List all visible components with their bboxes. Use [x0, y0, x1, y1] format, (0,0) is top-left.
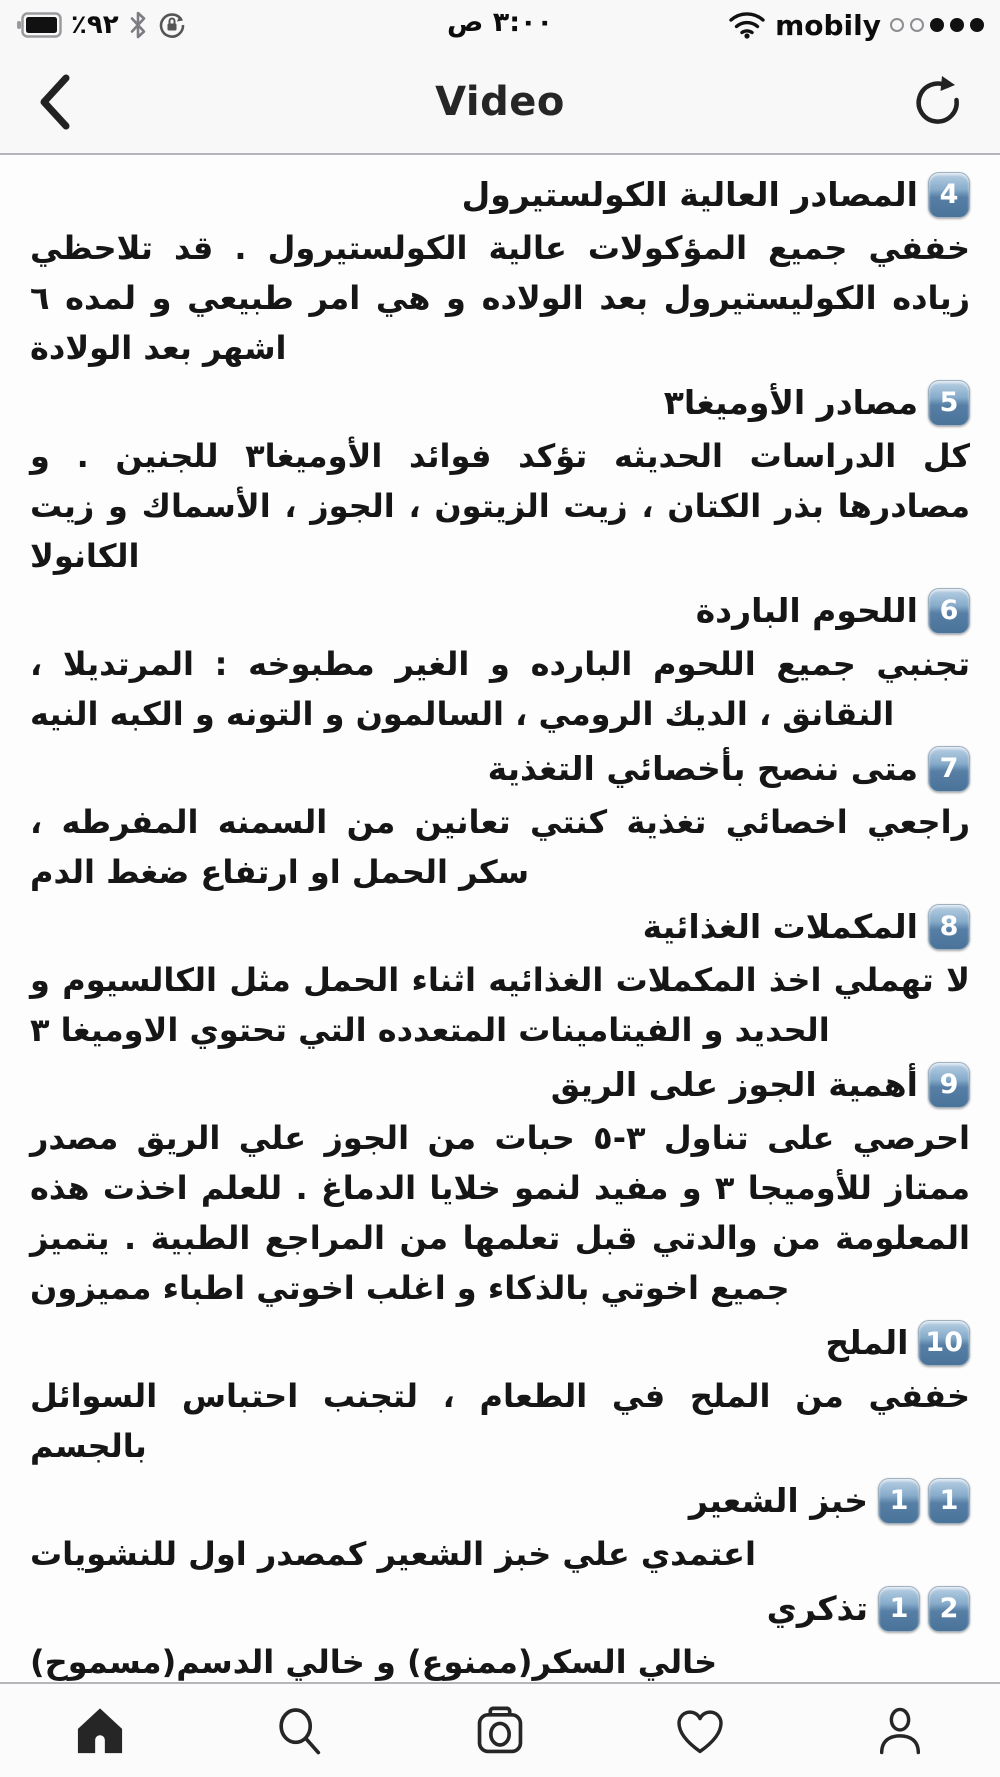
section-body: اعتمدي علي خبز الشعير كمصدر اول للنشويات — [30, 1535, 756, 1573]
signal-dot — [910, 18, 924, 32]
section-heading — [30, 1059, 970, 1111]
section-heading-text: أهمية الجوز على الريق — [550, 1065, 918, 1104]
section-heading-text: اللحوم الباردة — [695, 591, 918, 630]
wifi-icon — [728, 11, 766, 39]
section-heading-text: المكملات الغذائية — [642, 907, 918, 946]
section-heading-text: المصادر العالية الكولستيرول — [461, 175, 918, 214]
section-heading-text: الملح — [825, 1323, 909, 1362]
refresh-icon — [912, 74, 964, 130]
section-body: راجعي اخصائي تغذية كنتي تعانين من السمنه المفرطه ، سكر الحمل او ارتفاع ضغط الدم — [30, 803, 970, 891]
keycap-number-icon: 7 — [928, 746, 970, 792]
rotation-lock-icon — [157, 10, 187, 40]
text-section — [30, 901, 970, 1055]
bluetooth-icon — [128, 10, 148, 40]
keycap-number-icon: 1 — [878, 1478, 920, 1524]
heart-icon — [672, 1703, 728, 1759]
keycap-badges — [928, 172, 970, 218]
keycap-number-icon: 8 — [928, 904, 970, 950]
section-body: خففي جميع المؤكولات عالية الكولستيرول . قد تلاحظي زياده الكوليستيرول بعد الولاده و هي امر طبيعي و لمده ٦ اشهر بعد الولادة — [30, 229, 970, 367]
carrier-label: mobily — [775, 8, 881, 42]
section-heading-text: خبز الشعير — [688, 1481, 868, 1520]
keycap-number-icon: 1 — [928, 1478, 970, 1524]
section-heading — [30, 1475, 970, 1527]
refresh-button[interactable] — [884, 50, 992, 153]
text-section — [30, 585, 970, 739]
keycap-number-icon: 10 — [918, 1320, 970, 1366]
page-title: Video — [435, 78, 565, 125]
search-icon — [272, 1703, 328, 1759]
text-section — [30, 743, 970, 897]
signal-dot — [970, 18, 984, 32]
section-heading — [30, 1583, 970, 1635]
section-body: خففي من الملح في الطعام ، لتجنب احتباس السوائل بالجسم — [30, 1377, 970, 1465]
section-heading-text: متى ننصح بأخصائي التغذية — [487, 749, 918, 788]
keycap-badges — [878, 1478, 970, 1524]
camera-icon — [472, 1703, 528, 1759]
section-heading — [30, 1317, 970, 1369]
section-heading-text: تذكري — [766, 1589, 868, 1628]
keycap-badges — [928, 746, 970, 792]
keycap-number-icon: 4 — [928, 172, 970, 218]
text-section — [30, 1317, 970, 1471]
text-section — [30, 1475, 970, 1579]
tab-camera[interactable] — [400, 1684, 600, 1777]
keycap-badges — [928, 380, 970, 426]
text-section — [30, 377, 970, 581]
signal-dot — [950, 18, 964, 32]
profile-icon — [872, 1703, 928, 1759]
section-heading-text: مصادر الأوميغا٣ — [663, 383, 918, 422]
keycap-badges — [928, 588, 970, 634]
section-heading — [30, 901, 970, 953]
keycap-badges — [928, 1062, 970, 1108]
keycap-number-icon: 1 — [878, 1586, 920, 1632]
tab-home[interactable] — [0, 1684, 200, 1777]
keycap-badges — [918, 1320, 970, 1366]
section-body: احرصي على تناول ٣-٥ حبات من الجوز علي الريق مصدر ممتاز للأوميجا ٣ و مفيد لنمو خلايا الدماغ . للعلم اخذت هذه المعلومة من والدتي قبل تعلمها من المراجع الطبية . يتميز جميع اخوتي بالذكاء و اغلب اخوتي اطباء مميزون — [30, 1119, 971, 1307]
section-heading — [30, 169, 970, 221]
keycap-number-icon: 5 — [928, 380, 970, 426]
status-bar — [0, 0, 1000, 50]
home-icon — [72, 1703, 128, 1759]
section-heading — [30, 377, 970, 429]
status-left-cluster — [16, 10, 187, 40]
status-time: ٣:٠٠ ص — [447, 7, 553, 38]
section-heading — [30, 743, 970, 795]
section-body: خالي السكر(ممنوع) و خالي الدسم(مسموح) — [30, 1643, 718, 1681]
nav-bar — [0, 50, 1000, 155]
content[interactable] — [0, 157, 1000, 1682]
status-right-cluster — [728, 9, 984, 42]
keycap-number-icon: 2 — [928, 1586, 970, 1632]
signal-dot — [930, 18, 944, 32]
battery-percent: ٩٢٪ — [71, 10, 119, 40]
section-body: كل الدراسات الحديثه تؤكد فوائد الأوميغا٣ للجنين . و مصادرها بذر الكتان ، زيت الزيتون ، الجوز ، الأسماك و زيت الكانولا — [30, 437, 970, 575]
back-button[interactable] — [8, 50, 100, 153]
keycap-number-icon: 9 — [928, 1062, 970, 1108]
text-section — [30, 1059, 970, 1313]
tab-search[interactable] — [200, 1684, 400, 1777]
keycap-badges — [878, 1586, 970, 1632]
text-section — [30, 169, 970, 373]
signal-dots — [890, 18, 984, 32]
battery-icon — [16, 12, 62, 38]
section-body: لا تهملي اخذ المكملات الغذائيه اثناء الحمل مثل الكالسيوم و الحديد و الفيتامينات المتعدده التي تحتوي الاوميغا ٣ — [30, 961, 970, 1049]
chevron-left-icon — [36, 73, 72, 131]
tab-activity[interactable] — [600, 1684, 800, 1777]
section-heading — [30, 585, 970, 637]
tab-bar — [0, 1682, 1000, 1777]
signal-dot — [890, 18, 904, 32]
keycap-number-icon: 6 — [928, 588, 970, 634]
keycap-badges — [928, 904, 970, 950]
tab-profile[interactable] — [800, 1684, 1000, 1777]
section-body: تجنبي جميع اللحوم البارده و الغير مطبوخه : المرتديلا ، النقانق ، الديك الرومي ، السالمون و التونه و الكبه النيه — [30, 645, 970, 733]
